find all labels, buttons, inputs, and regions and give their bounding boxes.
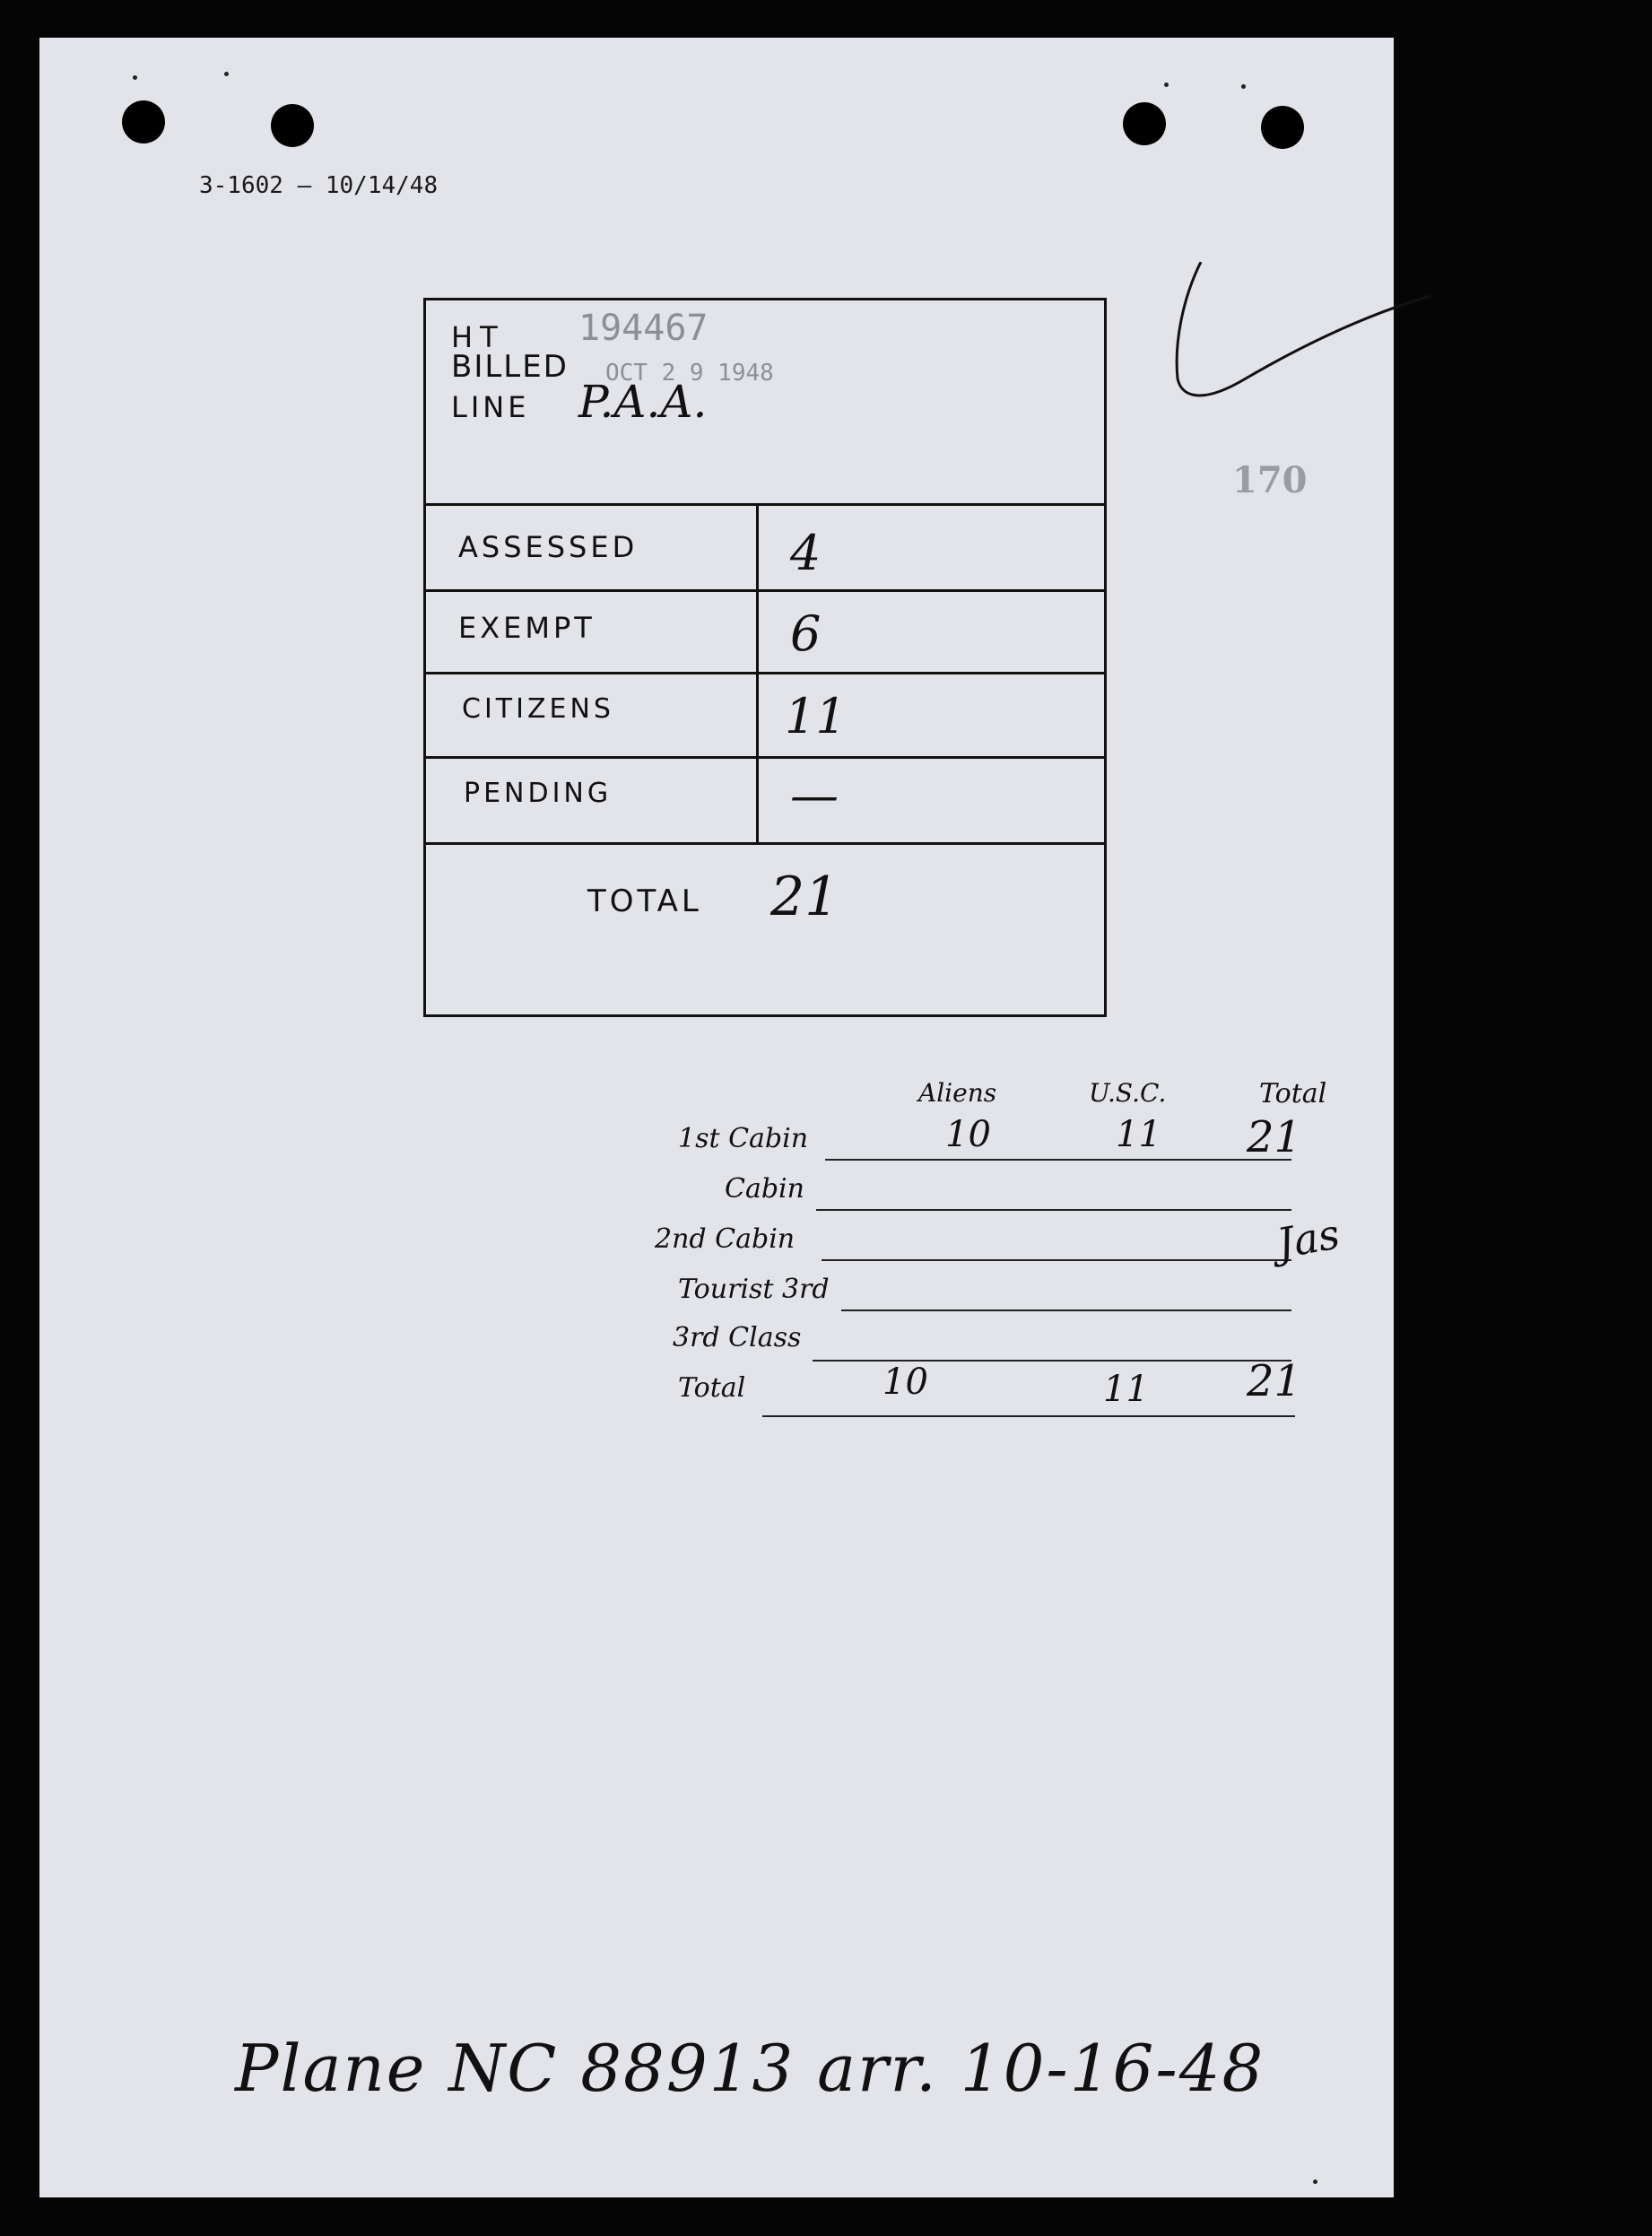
citizens-value: 11 [785,688,847,744]
ht-label: HT [451,320,505,354]
exempt-label: EXEMPT [458,611,596,645]
punch-hole [1261,106,1304,149]
row-label: 1st Cabin [678,1123,809,1154]
divider [426,589,1104,592]
row-usc: 11 [1103,1369,1149,1410]
header-total: Total [1259,1078,1327,1109]
pending-value: — [790,767,839,823]
row-aliens: 10 [883,1362,928,1403]
exempt-value: 6 [790,605,822,662]
entry-line [816,1209,1291,1211]
divider [426,756,1104,759]
punch-hole [271,104,314,147]
pending-label: PENDING [464,778,613,809]
assessed-value: 4 [790,525,822,581]
footer-note: Plane NC 88913 arr. 10-16-48 [235,2031,1265,2106]
speck [1164,83,1169,87]
row-label: Tourist 3rd [678,1274,830,1305]
line-label: LINE [451,390,530,424]
initials: Jas [1273,1209,1343,1268]
punch-hole [122,100,165,144]
column-divider [756,503,759,842]
billed-label: BILLED [451,349,569,385]
row-label: 3rd Class [673,1322,802,1353]
punch-hole [1123,102,1166,145]
speck [224,72,229,76]
passenger-count-form [423,298,1107,1017]
divider [426,842,1104,845]
row-label: 2nd Cabin [655,1223,796,1255]
entry-line [825,1159,1291,1161]
divider [426,672,1104,674]
divider [426,503,1104,506]
entry-line [841,1309,1291,1311]
row-total: 21 [1247,1356,1302,1406]
entry-line [762,1415,1295,1417]
speck [133,75,137,80]
assessed-label: ASSESSED [458,530,639,564]
line-value: P.A.A. [578,376,708,428]
file-reference: 3-1602 — 10/14/48 [199,172,439,199]
ht-number: 194467 [578,308,709,349]
speck [1241,84,1246,89]
entry-line [822,1259,1291,1261]
citizens-label: CITIZENS [462,693,614,725]
document-page [39,38,1394,2197]
row-label: Cabin [725,1173,804,1205]
billed-date-stamp: OCT 2 9 1948 [605,360,774,387]
header-usc: U.S.C. [1089,1078,1167,1108]
page-number: 170 [1232,459,1308,501]
total-value: 21 [770,866,839,928]
row-label: Total [678,1372,746,1404]
row-aliens: 10 [945,1114,991,1155]
check-mark-icon [1165,262,1434,423]
row-total: 21 [1247,1112,1302,1162]
speck [1313,2179,1317,2184]
total-label: TOTAL [587,883,702,919]
row-usc: 11 [1116,1114,1161,1155]
header-aliens: Aliens [918,1078,997,1108]
